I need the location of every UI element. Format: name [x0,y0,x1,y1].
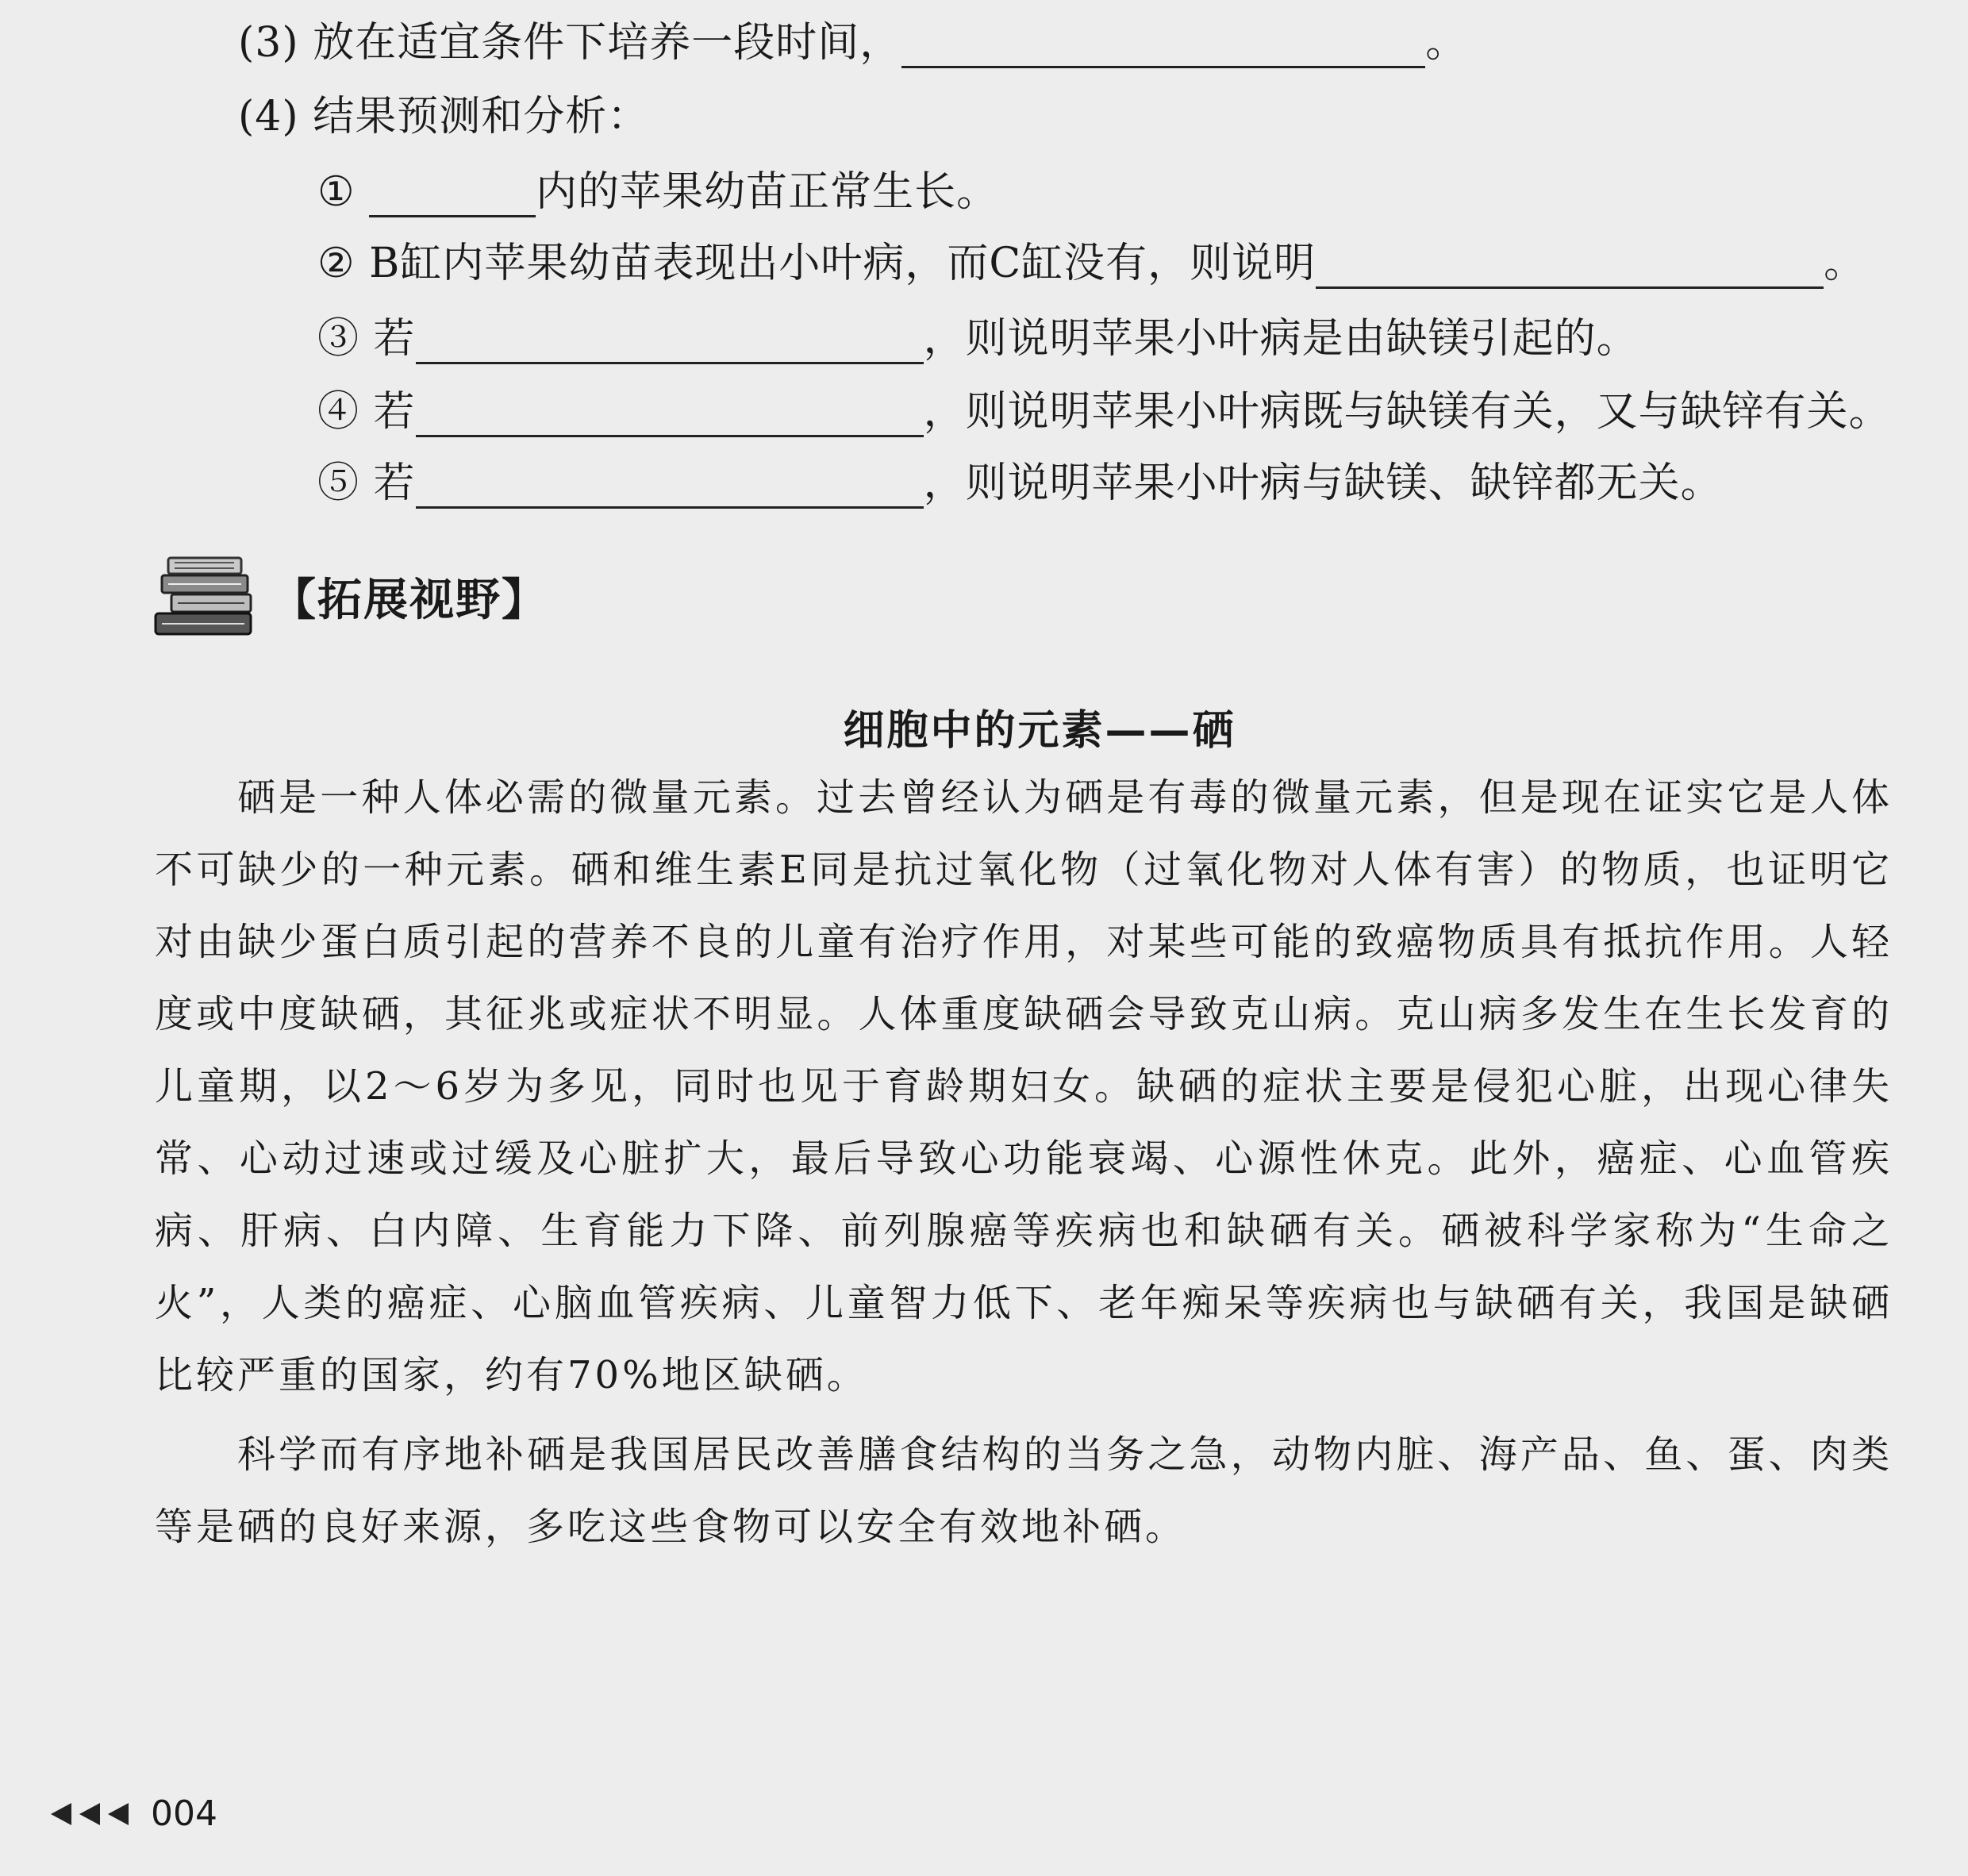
item-prefix: 若 [373,315,416,363]
result-item-4 [317,386,1891,437]
answer-blank [416,392,924,437]
item-prefix: 若 [373,388,416,436]
item-number: ① [317,168,356,216]
answer-blank [369,172,536,217]
item-number: ③ [317,315,360,363]
article-paragraph-2: 科学而有序地补硒是我国居民改善膳食结构的当务之急，动物内脏、海产品、鱼、蛋、肉类等是硒的良好来源，多吃这些食物可以安全有效地补硒。 [155,1432,1893,1549]
item-text: 内的苹果幼苗正常生长。 [536,168,999,216]
question-4: (4) 结果预测和分析： [238,93,650,140]
item-prefix: 若 [373,459,416,507]
result-item-3 [317,313,1639,364]
item-text: B缸内苹果幼苗表现出小叶病，而C缸没有，则说明 [369,240,1316,287]
answer-blank [416,463,924,509]
item-text: ，则说明苹果小叶病与缺镁、缺锌都无关。 [923,459,1723,507]
result-item-1 [317,167,998,217]
item-number: ② [317,240,356,287]
article-paragraph-1: 硒是一种人体必需的微量元素。过去曾经认为硒是有毒的微量元素，但是现在证实它是人体不可缺少的一种元素。硒和维生素E同是抗过氧化物（过氧化物对人体有害）的物质，也证明它对由缺少蛋白质引起的营养不良的儿童有治疗作用，对某些可能的致癌物质具有抵抗作用。人轻度或中度缺硒，其征兆或症状不明显。人体重度缺硒会导致克山病。克山病多发生在生长发育的儿童期，以2～6岁为多见，同时也见于育龄期妇女。缺硒的症状主要是侵犯心脏，出现心律失常、心动过速或过缓及心脏扩大，最后导致心功能衰竭、心源性休克。此外，癌症、心血管疾病、肝病、白内障、生育能力下降、前列腺癌等疾病也和缺硒有关。硒被科学家称为“生命之火”，人类的癌症、心脑血管疾病、儿童智力低下、老年痴呆等疾病也与缺硒有关，我国是缺硒比较严重的国家，约有70%地区缺硒。 [155,775,1893,1397]
item-text: ，则说明苹果小叶病是由缺镁引起的。 [923,315,1639,363]
page-number: 004 [151,1793,217,1834]
item-text: ，则说明苹果小叶病既与缺镁有关，又与缺锌有关。 [923,388,1891,436]
answer-blank [1316,244,1824,289]
item-number: ④ [317,388,360,436]
triple-left-arrow-icon [48,1798,143,1830]
result-item-5 [317,458,1723,509]
books-icon [151,552,262,643]
item-end: 。 [1824,240,1866,287]
page-footer [48,1793,217,1834]
section-header [151,549,548,644]
result-item-2 [317,238,1866,289]
question-3 [238,17,1467,68]
question-3-end: 。 [1425,19,1468,67]
article-title: 细胞中的元素——硒 [843,707,1236,755]
section-title: 【拓展视野】 [271,575,548,626]
item-number: ⑤ [317,459,360,507]
answer-blank [901,23,1425,68]
answer-blank [416,319,924,364]
question-3-text: (3) 放在适宜条件下培养一段时间， [238,19,902,67]
